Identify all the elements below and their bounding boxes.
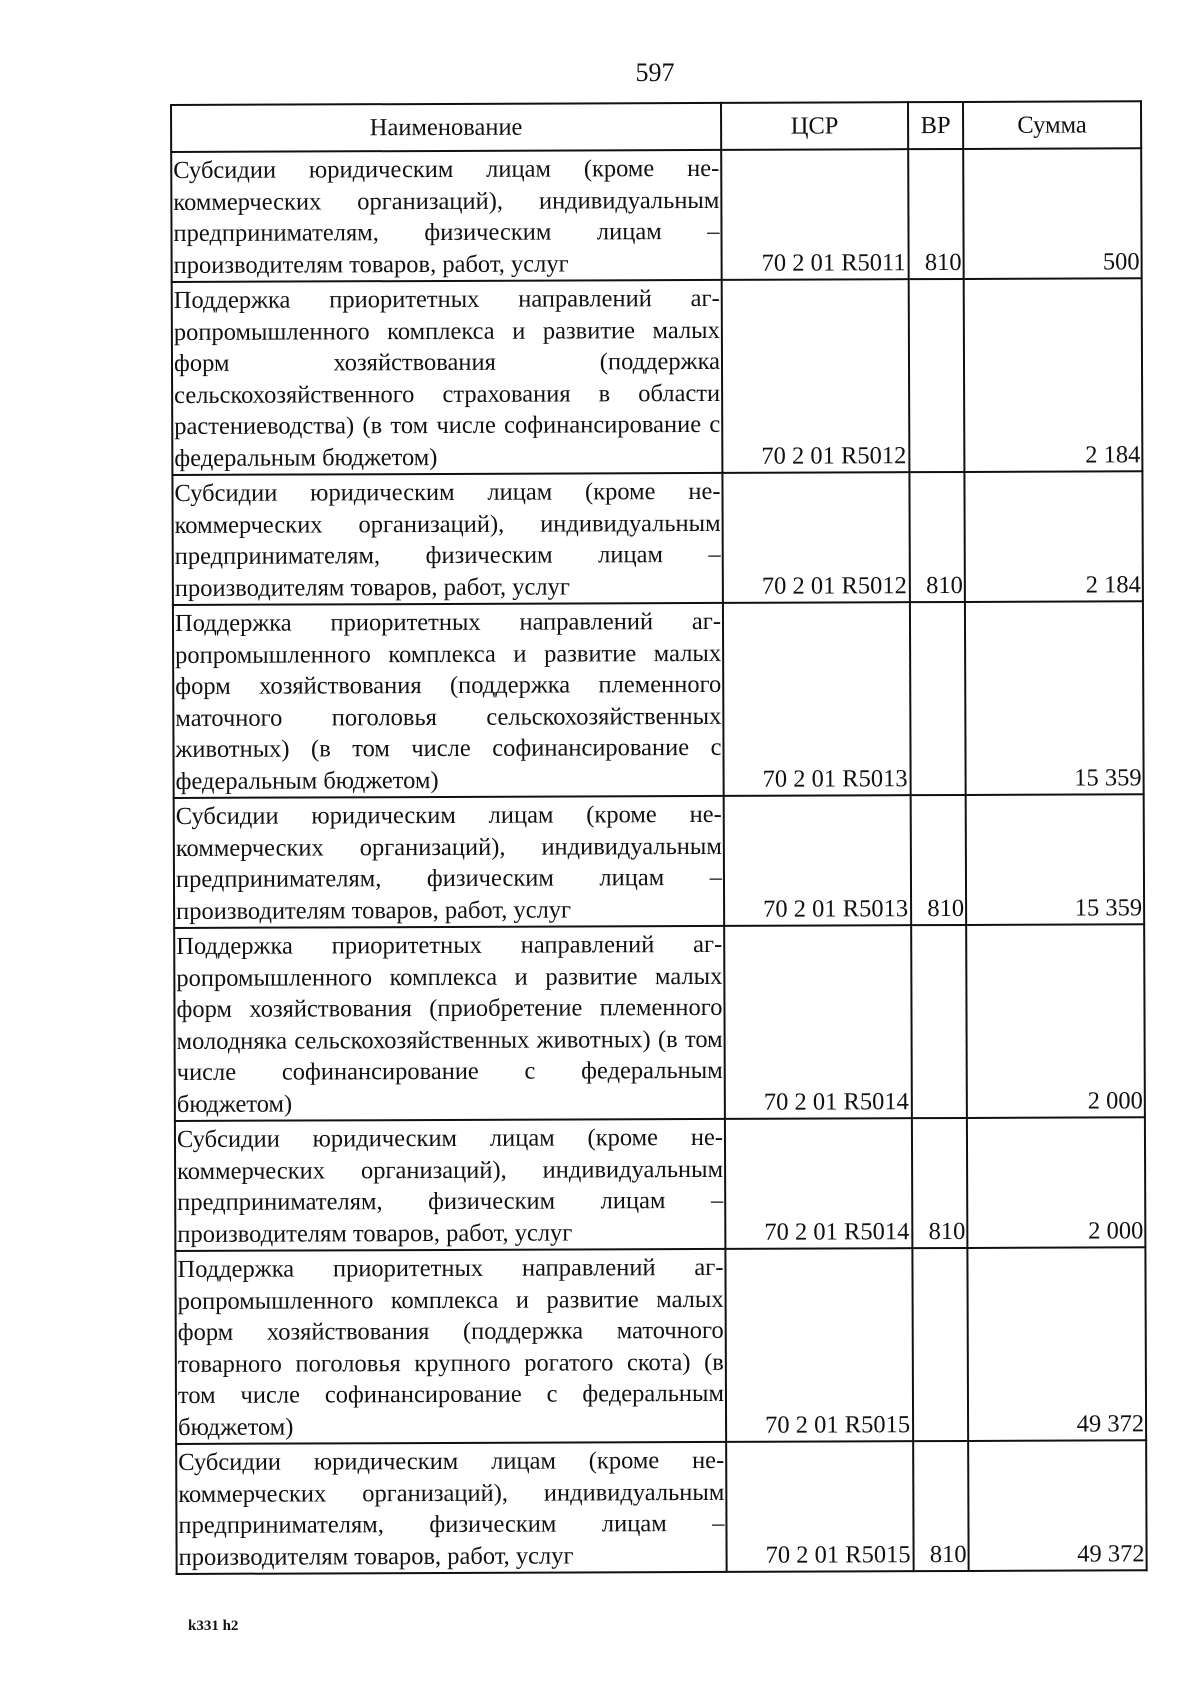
row-vr: 810 <box>911 795 966 925</box>
table-row <box>175 1117 1145 1251</box>
row-csr: 70 2 01 R5014 <box>725 1118 912 1249</box>
row-csr: 70 2 01 R5011 <box>721 149 908 280</box>
row-sum: 2 184 <box>964 471 1142 602</box>
row-csr: 70 2 01 R5015 <box>725 1248 913 1442</box>
row-csr: 70 2 01 R5013 <box>724 795 911 926</box>
table-row <box>172 278 1143 475</box>
row-vr: 810 <box>908 149 963 279</box>
row-sum: 49 372 <box>967 1247 1146 1441</box>
row-name: Поддержка приоритетных направлений агропромышленного комплекса и развитие малых форм хозяйствования (поддержка сельскохозяйственного страхования в области растениеводства) (в том числе софинансирование с федеральным бюджетом) <box>172 280 723 475</box>
header-vr: ВР <box>908 102 963 149</box>
row-csr: 70 2 01 R5013 <box>723 602 911 796</box>
row-vr: 810 <box>912 1118 967 1248</box>
row-csr: 70 2 01 R5012 <box>722 279 910 473</box>
header-row <box>171 101 1141 152</box>
row-vr <box>911 925 967 1118</box>
table-row <box>174 924 1145 1121</box>
page-number: 597 <box>635 58 675 87</box>
table-row <box>176 1440 1146 1574</box>
row-name: Субсидии юридическим лицам (кроме некоммерческих организаций), индивидуальным предпринимателям, физическим лицам – производителям товаров, работ, услуг <box>176 1442 726 1574</box>
row-sum: 15 359 <box>965 601 1144 795</box>
row-sum: 49 372 <box>968 1440 1146 1571</box>
table-row <box>173 601 1144 798</box>
row-name: Поддержка приоритетных направлений агропромышленного комплекса и развитие малых форм хозяйствования (приобретение племенного молодняка сельскохозяйственных животных) (в том числе софинансирование с федеральным бюджетом) <box>174 926 725 1121</box>
row-vr <box>912 1248 968 1441</box>
row-sum: 15 359 <box>966 794 1144 925</box>
table-row <box>175 1247 1146 1444</box>
row-vr <box>910 602 966 795</box>
row-csr: 70 2 01 R5012 <box>722 472 909 603</box>
row-sum: 2 000 <box>966 924 1145 1118</box>
row-name: Субсидии юридическим лицам (кроме некоммерческих организаций), индивидуальным предпринимателям, физическим лицам – производителям товаров, работ, услуг <box>171 150 721 282</box>
row-name: Субсидии юридическим лицам (кроме некоммерческих организаций), индивидуальным предпринимателям, физическим лицам – производителям товаров, работ, услуг <box>174 796 724 928</box>
budget-table <box>170 100 1148 1575</box>
row-csr: 70 2 01 R5015 <box>726 1441 913 1572</box>
row-sum: 2 000 <box>967 1117 1145 1248</box>
row-vr: 810 <box>913 1441 968 1571</box>
row-name: Субсидии юридическим лицам (кроме некоммерческих организаций), индивидуальным предпринимателям, физическим лицам – производителям товаров, работ, услуг <box>172 473 722 605</box>
header-csr: ЦСР <box>721 102 908 150</box>
row-name: Поддержка приоритетных направлений агропромышленного комплекса и развитие малых форм хозяйствования (поддержка маточного товарного поголовья крупного рогатого скота) (в том числе софинансирование с федеральным бюджетом) <box>175 1249 726 1444</box>
row-csr: 70 2 01 R5014 <box>724 925 912 1119</box>
row-name: Поддержка приоритетных направлений агропромышленного комплекса и развитие малых форм хозяйствования (поддержка племенного маточного поголовья сельскохозяйственных животных) (в том числе софинансирование с федеральным бюджетом) <box>173 603 724 798</box>
row-sum: 500 <box>963 148 1141 279</box>
row-vr: 810 <box>909 472 964 602</box>
table-row <box>172 471 1142 605</box>
row-sum: 2 184 <box>964 278 1143 472</box>
header-sum: Сумма <box>963 101 1141 149</box>
header-name: Наименование <box>171 103 721 152</box>
table-row <box>174 794 1144 928</box>
footer-code: k331 h2 <box>188 1618 239 1634</box>
row-name: Субсидии юридическим лицам (кроме некоммерческих организаций), индивидуальным предпринимателям, физическим лицам – производителям товаров, работ, услуг <box>175 1119 725 1251</box>
row-vr <box>909 279 965 472</box>
table-row <box>171 148 1141 282</box>
